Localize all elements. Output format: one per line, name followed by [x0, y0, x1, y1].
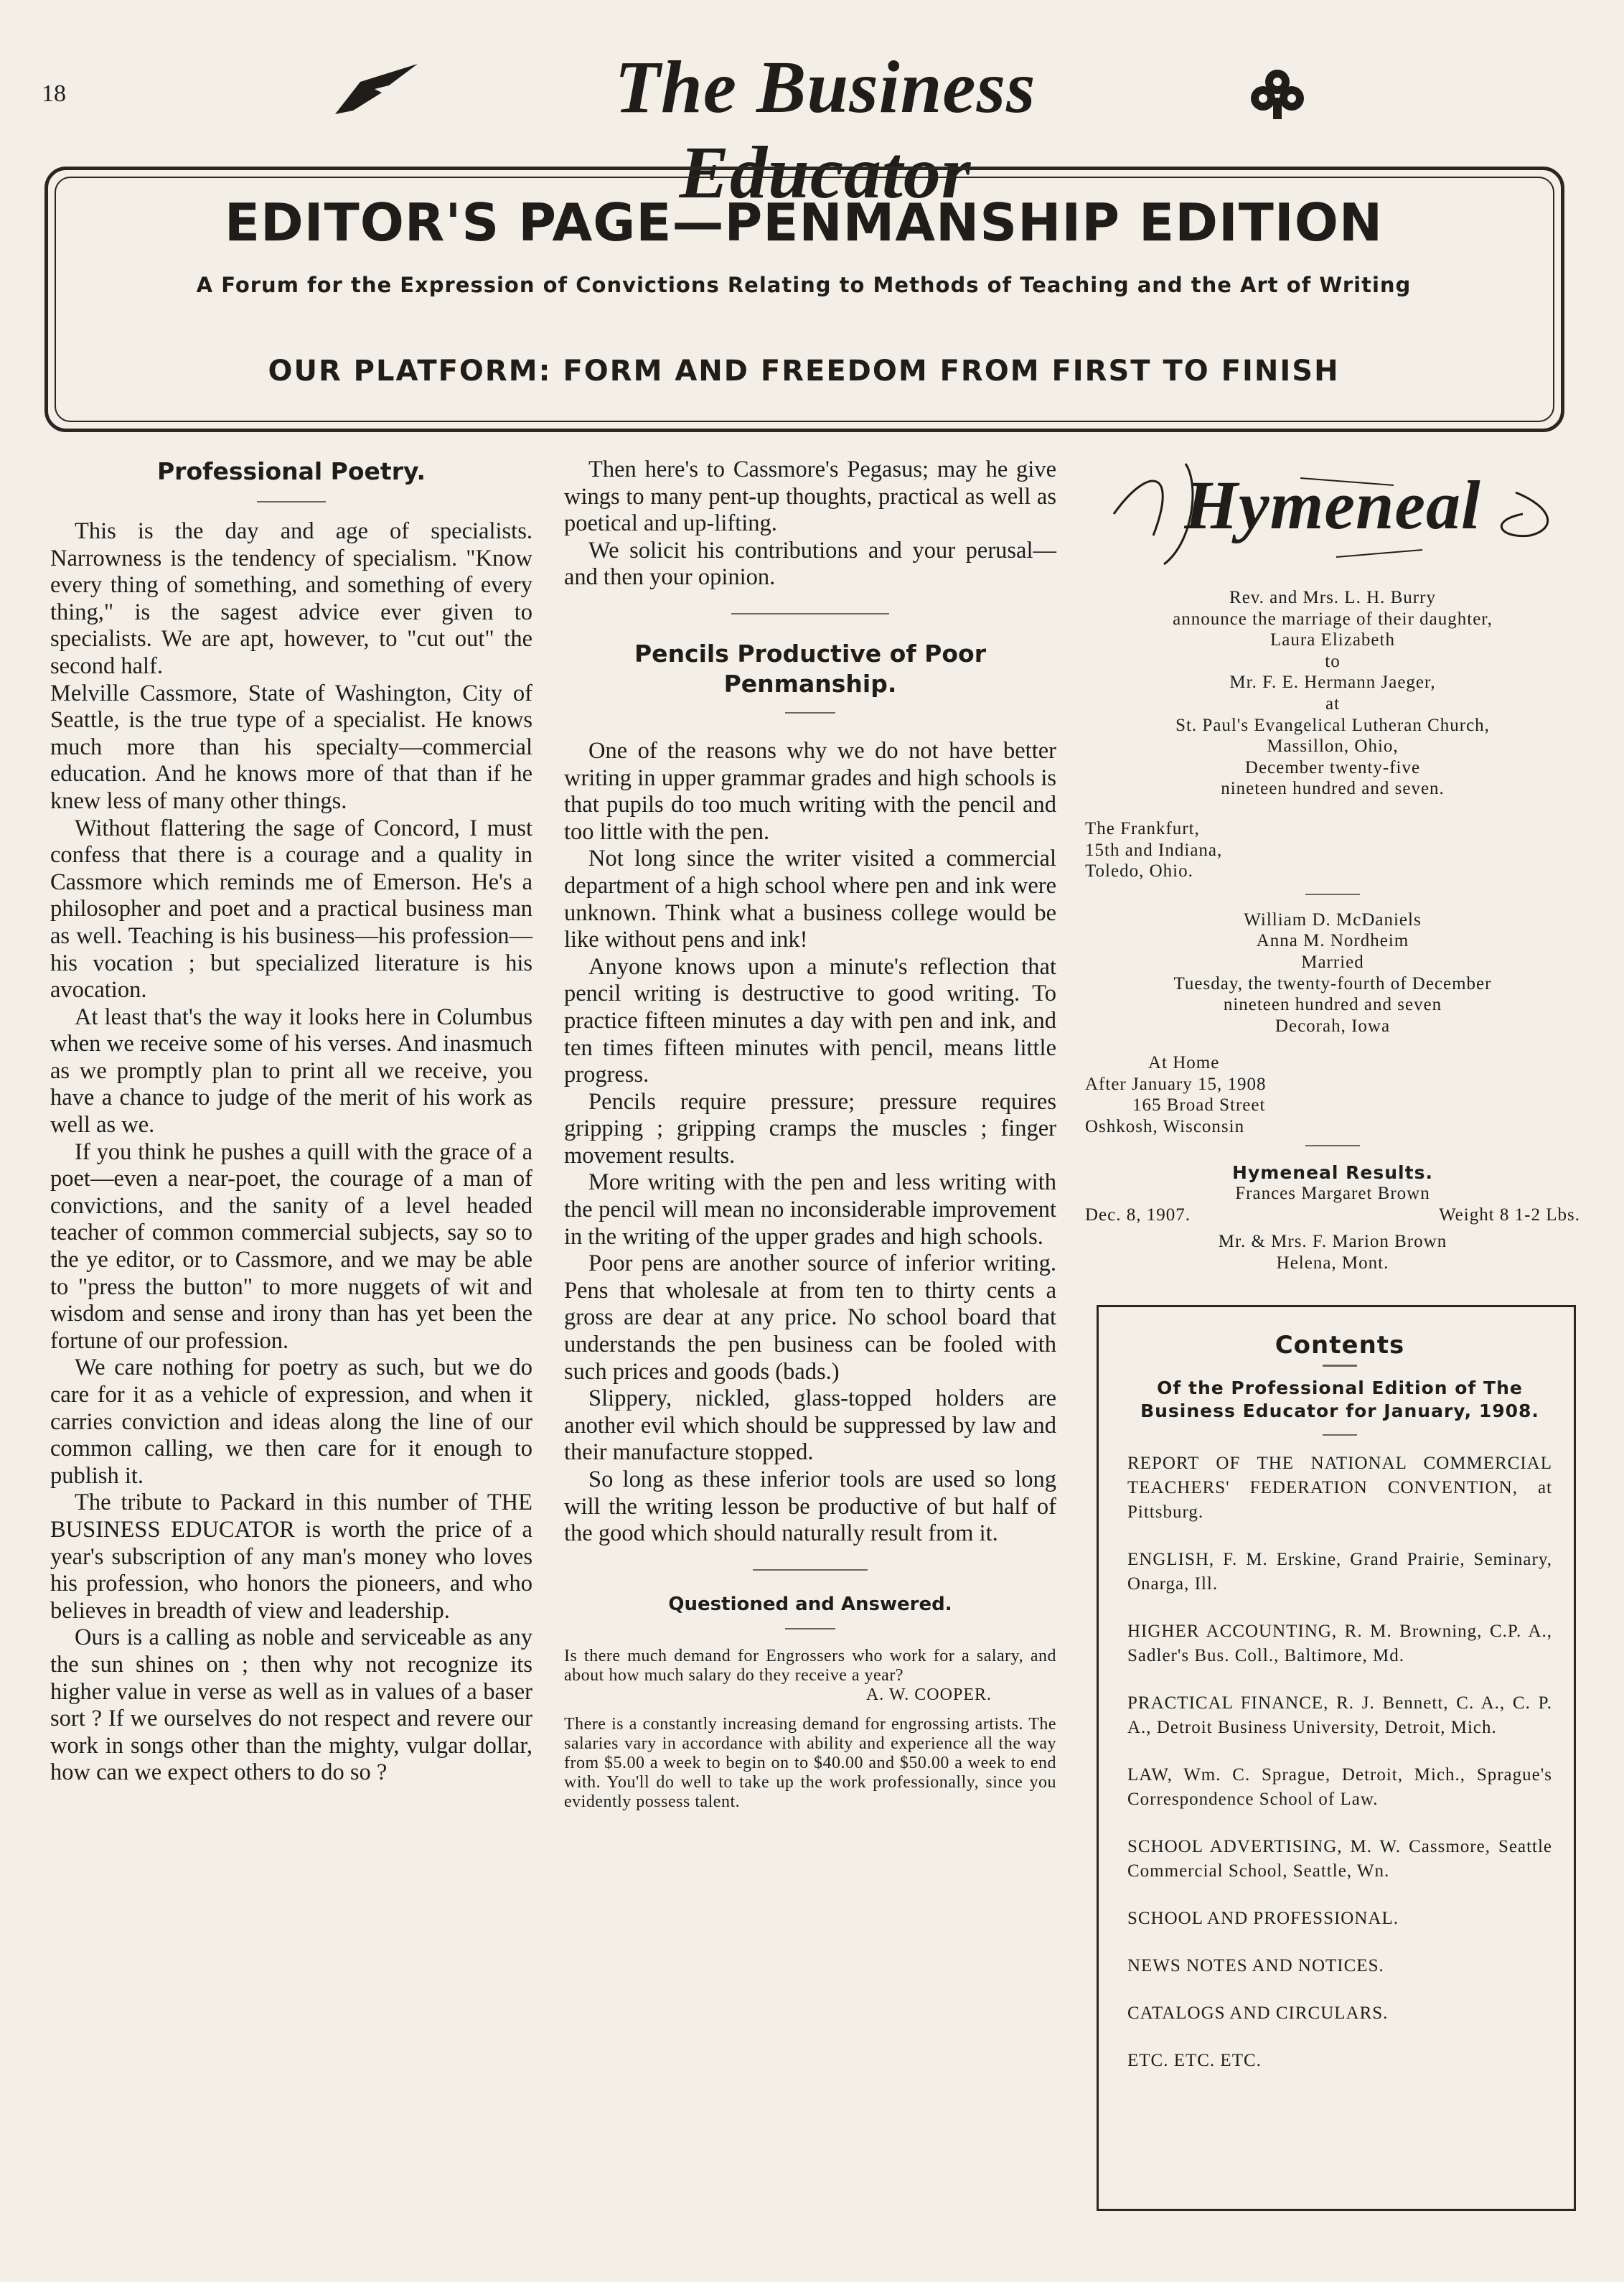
hymeneal-results-heading: Hymeneal Results. [1232, 1161, 1433, 1183]
address-line: 15th and Indiana, [1085, 840, 1223, 860]
announcement-line: nineteen hundred and seven. [1221, 779, 1445, 799]
contents-item: PRACTICAL FINANCE, R. J. Bennett, C. A., C. P. A., Detroit Business University, Detroit, Mich. [1127, 1693, 1552, 1737]
qa-signature: A. W. COOPER. [865, 1685, 992, 1704]
contents-item: HIGHER ACCOUNTING, R. M. Browning, C.P. A., Sadler's Bus. Coll., Baltimore, Md. [1127, 1622, 1552, 1665]
editor-platform: OUR PLATFORM: FORM AND FREEDOM FROM FIRST TO FINISH [268, 355, 1340, 388]
divider [753, 1569, 868, 1571]
divider [731, 613, 889, 614]
results-weight: Weight 8 1-2 Lbs. [1439, 1205, 1580, 1225]
paragraph: At least that's the way it looks here in Columbus when we receive some of his verses. And inasmuch as we promptly plan to print all we receive, you have a chance to judge of the merit of his work as well as we. [50, 1004, 532, 1138]
paragraph: Without flattering the sage of Concord, I must confess that there is a courage and a quality in Cassmore which reminds me of Emerson. He's a philosopher and poet and a practical business man as well. Teaching is his business—his profession—his vocation ; but specialized literature is his avocation. [50, 815, 532, 1004]
announcement-line: to [1325, 651, 1341, 671]
paragraph: Anyone knows upon a minute's reflection that pencil writing is destructive to good writing. To practice fifteen minutes a day with pen and ink, and ten times fifteen minutes with pencil, means little progress. [564, 953, 1056, 1088]
announcement-line: Anna M. Nordheim [1256, 931, 1409, 951]
contents-item: REPORT OF THE NATIONAL COMMERCIAL TEACHERS' FEDERATION CONVENTION, at Pittsburg. [1127, 1454, 1552, 1522]
paragraph: We solicit his contributions and your perusal—and then your opinion. [564, 537, 1056, 591]
divider [1305, 1145, 1360, 1146]
contents-item: SCHOOL AND PROFESSIONAL. [1127, 1909, 1399, 1928]
contents-item: CATALOGS AND CIRCULARS. [1127, 2003, 1389, 2023]
announcement-line: Massillon, Ohio, [1267, 736, 1399, 757]
quill-pen-icon [332, 60, 425, 118]
contents-box [1097, 1305, 1576, 2211]
results-date: Dec. 8, 1907. [1085, 1205, 1191, 1225]
announcement-line: Mr. F. E. Hermann Jaeger, [1229, 673, 1436, 693]
paragraph: One of the reasons why we do not have better writing in upper grammar grades and high schools is that pupils do too much writing with the pencil and too little with the pen. [564, 737, 1056, 845]
results-name: Frances Margaret Brown [1235, 1184, 1430, 1204]
announcement-line: St. Paul's Evangelical Lutheran Church, [1175, 715, 1490, 735]
column-pencils [564, 457, 1056, 1812]
hymeneal-title-text: Hymeneal [1184, 467, 1481, 543]
qa-answer: There is a constantly increasing demand for engrossing artists. The salaries vary in accordance with ability and experience all the way from $5.00 a week to begin on to $40.00 and $50.00 a week to end with. You'll do well to take up the work professionally, since you evidently possess talent. [564, 1714, 1056, 1811]
paragraph: Melville Cassmore, State of Washington, City of Seattle, is the true type of a specialist. He knows much more than his specialty—commercial education. And he knows more of that than if he knew less of many other things. [50, 680, 532, 814]
contents-heading: Contents [1275, 1331, 1405, 1360]
at-home-line: At Home [1148, 1053, 1220, 1073]
announcement-line: Tuesday, the twenty-fourth of December [1173, 973, 1492, 993]
at-home-line: 165 Broad Street [1132, 1095, 1266, 1116]
divider [1323, 1365, 1357, 1367]
announcement-line: William D. McDaniels [1244, 909, 1422, 930]
contents-subheading: Of the Professional Edition of The Business Educator for January, 1908. [1140, 1378, 1539, 1421]
contents-item: LAW, Wm. C. Sprague, Detroit, Mich., Sprague's Correspondence School of Law. [1127, 1765, 1552, 1809]
paragraph: This is the day and age of specialists. Narrowness is the tendency of specialism. "Know every thing of something, and something of every thing," is the sagest advice ever given to specialists. We are apt, however, to "cut out" the second half. [50, 518, 532, 679]
paragraph: Slippery, nickled, glass-topped holders are another evil which should be suppressed by law and their manufacture stopped. [564, 1385, 1056, 1466]
professional-poetry-heading: Professional Poetry. [156, 457, 426, 485]
contents-item: ENGLISH, F. M. Erskine, Grand Prairie, Seminary, Onarga, Ill. [1127, 1550, 1552, 1594]
paragraph: Then here's to Cassmore's Pegasus; may he give wings to many pent-up thoughts, practical as well as poetical and up-lifting. [564, 457, 1056, 537]
divider [785, 712, 835, 714]
announcement-line: December twenty-five [1244, 757, 1421, 777]
announcement-line: Rev. and Mrs. L. H. Burry [1229, 588, 1436, 607]
divider [1305, 894, 1360, 895]
editor-page-title: EDITOR'S PAGE—PENMANSHIP EDITION [224, 192, 1384, 253]
paragraph: We care nothing for poetry as such, but we do care for it as a vehicle of expression, and when it carries conviction and ideas along the line of our common calling, we then care for it enough to publish it. [50, 1355, 532, 1489]
contents-item: ETC. ETC. ETC. [1127, 2051, 1262, 2070]
column-hymeneal [1085, 457, 1580, 1274]
qa-heading: Questioned and Answered. [668, 1593, 952, 1615]
announcement-line: nineteen hundred and seven [1223, 995, 1442, 1015]
divider [785, 1628, 835, 1629]
announcement-line: Laura Elizabeth [1270, 630, 1395, 650]
paragraph: Pencils require pressure; pressure requires gripping ; gripping cramps the muscles ; finger movement results. [564, 1088, 1056, 1169]
announcement-line: announce the marriage of their daughter, [1173, 609, 1493, 629]
at-home-line: After January 15, 1908 [1085, 1074, 1267, 1094]
column-professional-poetry [50, 457, 532, 1787]
results-place: Helena, Mont. [1276, 1253, 1389, 1273]
at-home-line: Oshkosh, Wisconsin [1085, 1117, 1245, 1137]
page-number: 18 [42, 80, 66, 107]
paragraph: The tribute to Packard in this number of THE BUSINESS EDUCATOR is worth the price of a year's subscription of any man's money who loves his profession, who honors the pioneers, and who believes in breadth of view and leadership. [50, 1490, 532, 1624]
announcement-line: Decorah, Iowa [1275, 1016, 1391, 1036]
results-parents: Mr. & Mrs. F. Marion Brown [1218, 1232, 1447, 1252]
paragraph: More writing with the pen and less writing with the pencil will mean no inconsiderable improvement in the writing of the upper grades and high schools. [564, 1169, 1056, 1250]
pencils-heading: Pencils Productive of Poor Penmanship. [634, 639, 986, 698]
contents-item: SCHOOL ADVERTISING, M. W. Cassmore, Seattle Commercial School, Seattle, Wn. [1127, 1837, 1552, 1881]
address-line: The Frankfurt, [1085, 818, 1200, 838]
paragraph: Poor pens are another source of inferior writing. Pens that wholesale at from ten to thirty cents a gross are dear at any price. No school board that understands the pen business can be fooled with such prices and goods (bads.) [564, 1250, 1056, 1385]
editor-page-subtitle: A Forum for the Expression of Convictions Relating to Methods of Teaching and the Art of Writing [196, 273, 1412, 297]
paragraph: So long as these inferior tools are used so long will the writing lesson be productive of but half of the good which should naturally result from it. [564, 1467, 1056, 1547]
divider [1323, 1434, 1357, 1436]
announcement-line: at [1325, 693, 1341, 714]
address-line: Toledo, Ohio. [1085, 861, 1193, 882]
qa-question: Is there much demand for Engrossers who work for a salary, and about how much salary do they receive a year? [564, 1646, 1056, 1685]
hymeneal-script-title [1085, 457, 1580, 586]
announcement-line: Married [1301, 952, 1364, 972]
paragraph: If you think he pushes a quill with the grace of a poet—even a near-poet, the courage of a man of convictions, and the sanity of a level headed teacher of common commercial subjects, say so to the ye editor, or to Cassmore, and we may be able to "press the button" to more nuggets of wit and wisdom and sense and irony than has yet been the fortune of our profession. [50, 1138, 532, 1354]
divider [257, 501, 326, 502]
contents-item: NEWS NOTES AND NOTICES. [1127, 1956, 1384, 1975]
club-ornament-icon [1249, 66, 1306, 122]
paragraph: Ours is a calling as noble and serviceable as any the sun shines on ; then why not recognize its higher value in verse as well as in values of a baser sort ? If we ourselves do not respect and revere our work in songs other than the mighty, vulgar dollar, how can we expect others to do so ? [50, 1624, 532, 1786]
paragraph: Not long since the writer visited a commercial department of a high school where pen and ink were unknown. Think what a business college would be like without pens and ink! [564, 846, 1056, 953]
masthead-title: The Business Educator [614, 46, 1036, 214]
